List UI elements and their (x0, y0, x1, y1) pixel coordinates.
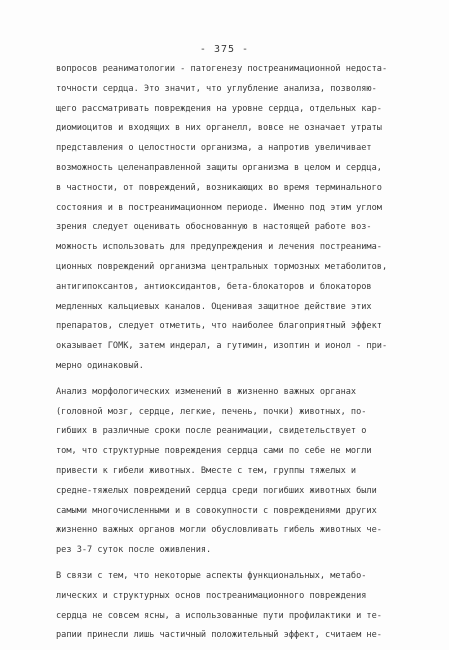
body-text (56, 60, 408, 646)
text-line: (головной мозг, сердце, легкие, печень, почки) животных, по- (56, 406, 367, 417)
text-line: ционных повреждений организма центральных тормозных метаболитов, (56, 261, 388, 272)
text-line: щего рассматривать повреждения на уровне сердца, отдельных кар- (56, 103, 382, 114)
text-line: сердца не совсем ясны, а использованные пути профилактики и те- (56, 610, 382, 621)
text-line: жизненно важных органов могли обусловливать гибель животных че- (56, 525, 382, 536)
text-line: лических и структурных основ постреанимационного повреждения (56, 590, 367, 601)
text-line: антигипоксантов, антиоксидантов, бета-блокаторов и блокаторов (56, 281, 372, 292)
text-line: возможность целенаправленной защиты организма в целом и сердца, (56, 162, 382, 173)
text-line: точности сердца. Это значит, что углубление анализа, позволяю- (56, 83, 377, 94)
page-number: - 375 - (199, 44, 250, 55)
paragraph (56, 60, 408, 377)
text-line: состояния и в постреанимационном периоде. Именно под этим углом (56, 202, 382, 213)
text-line: диомиоцитов и входящих в них органелл, вовсе не означает утраты (56, 123, 382, 134)
text-line: препаратов, следует отметить, что наиболее благоприятный эффект (56, 321, 382, 332)
text-line: привести к гибели животных. Вместе с тем, группы тяжелых и (56, 465, 357, 476)
paragraph (56, 383, 408, 561)
text-line: В связи с тем, что некоторые аспекты функциональных, метабо- (56, 570, 367, 581)
text-line: рапии принесли лишь частичный положительный эффект, считаем не- (56, 630, 382, 641)
text-line: Анализ морфологических изменений в жизненно важных органах (56, 386, 357, 397)
text-line: том, что структурные повреждения сердца сами по себе не могли (56, 446, 372, 457)
text-line: медленных кальциевых каналов. Оценивая защитное действие этих (56, 301, 372, 312)
text-line: оказывает ГОМК, затем индерал, а гутимин, изоптин и ионол - при- (56, 341, 388, 352)
text-line: в частности, от повреждений, возникающих во время терминального (56, 182, 382, 193)
text-line: рез 3-7 суток после оживления. (56, 545, 212, 556)
text-line: гибших в различные сроки после реанимации, свидетельствует о (56, 426, 367, 437)
paragraph (56, 567, 408, 646)
text-line: представления о целостности организма, а напротив увеличивает (56, 143, 372, 154)
text-line: можность использовать для предупреждения и лечения постреанима- (56, 242, 382, 253)
text-line: самыми многочисленными и в совокупности с повреждениями других (56, 505, 377, 516)
text-line: мерно одинаковый. (56, 360, 144, 371)
text-line: средне-тяжелых повреждений сердца среди погибших животных были (56, 485, 377, 496)
text-line: зрения следует оценивать обоснованную в настоящей работе воз- (56, 222, 372, 233)
text-line: вопросов реаниматологии - патогенезу постреанимационной недоста- (56, 64, 388, 74)
